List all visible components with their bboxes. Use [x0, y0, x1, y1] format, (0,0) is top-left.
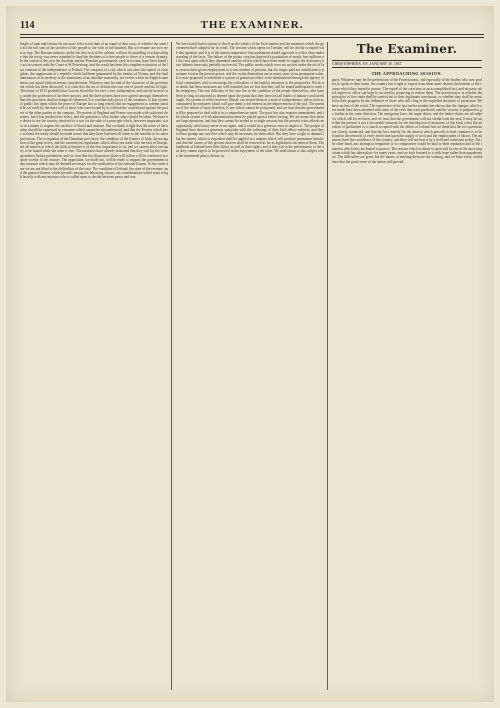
- column-2: [176, 42, 324, 690]
- column-divider: [171, 42, 172, 690]
- column-3-text: party. Whatever may be the pretensions of the Protectionists, and especially of the leaders who now profess to speak in their name, the country has a right to expect from them some distinct declaration of the course which they intend to pursue. The repeal of the corn laws is an accomplished fact, and no party which aspires to office can hope to succeed by proposing to restore them. The question now is whether the principles of free trade shall be carried out to their legitimate conclusion, or whether they shall be arrested in their progress by the influence of those who still cling to the exploded doctrines of protection. We have no fear of the result. The experience of the last twelve months has shown that the changes which were made have been attended with none of the evils that were predicted, and the country is prepared to go further in the same direction. The navigation laws, the sugar duties, and the timber duties are all subjects which call for revision, and we trust that the government will not shrink from the task. It may be said that the present is not a favourable moment for the introduction of measures of this kind, when the attention of parliament is so much occupied with the affairs of Ireland; but we think that the two questions are closely connected, and that the best remedy for the distress which prevails in both countries is to be found in the removal of every restriction upon the supply of food and the employment of labour. The ministers have the confidence of the country, and they will not lose it by a bold and consistent policy. On the other hand, any attempt to temporize or to compromise would be fatal to their reputation and to the interests which they are bound to protect. The session which is about to open will be one of the most important which has taken place for many years, and we look forward to it with hope rather than apprehension. The difficulties are great, but the means of meeting them are not wanting, and we have every confidence that the good sense of the nation will prevail.: [332, 78, 482, 164]
- editorial-dateline: [332, 60, 482, 68]
- page-number: 114: [20, 20, 35, 31]
- header-rule: [20, 37, 484, 38]
- section-heading: THE APPROACHING SESSION.: [371, 71, 443, 76]
- column-1: [20, 42, 168, 690]
- column-2-text: We have lately had occasion to dwell on the subject of the Irish famine and the measures which the government have adopted for its relief. The session which opens on Tuesday will be chiefly occupied with this question, and it is of the utmost importance that parliament should approach it with a clear understanding of the facts. The failure of the potato crop has deprived a population of nearly four millions of the food upon which they depended, and the efforts which have been made to supply the deficiency have hitherto been only partially successful. The public works which were set on foot under the act of last session have given employment to a vast number of persons, but the wages paid are insufficient to purchase food at the present prices, and the works themselves are in many cases of no permanent value. It is now proposed to substitute a system of gratuitous relief, to be administered through the agency of local committees, and to encourage the cultivation of the land by advances to the proprietors. We do not doubt that these measures are well intended, but we fear that they will be found inadequate to meet the emergency. The real difficulty of the case lies in the condition of the people themselves, who have been so long accustomed to depend upon the potato that they have lost all habits of industry and forethought. No system of relief, however liberal, can restore them to a state of independence, unless it be accompanied by measures which will give them a real interest in the improvement of the soil. The question of the tenure of land, therefore, is one which cannot be postponed, and we trust that the government will be prepared to deal with it in a comprehensive spirit. The poor law also requires amendment, and the whole system of Irish administration must be placed upon a better footing. We are aware that these are large questions, and that they cannot be settled in a single session; but the present crisis affords an opportunity which may never occur again, and it would be a grievous error to neglect it. The people of England have shown a generous sympathy with the sufferings of their Irish fellow-subjects, and they will not grudge any sacrifice which may be necessary for their relief. But they have a right to demand that the money which is expended shall be applied in a manner which will produce permanent benefit, and that the causes of the present distress shall be removed as far as legislation can remove them. The landlords of Ireland have their duties as well as their rights, and if they fail in the performance of the one they cannot expect to be protected in the enjoyment of the other. We shall return to this subject when the ministerial plan is before us.: [176, 42, 324, 158]
- newspaper-page: [6, 6, 494, 702]
- newspaper-title: THE EXAMINER.: [200, 19, 304, 31]
- editorial-title: The Examiner.: [356, 42, 458, 56]
- dateline-text: CHRISTOPHER'S, F.P., JANUARY 30, 1847.: [332, 62, 403, 66]
- editorial-block: [332, 42, 482, 78]
- page-header: [20, 20, 484, 35]
- column-3: [332, 42, 482, 690]
- column-1-text: height of rank and fortune be not more felt a scorn than of an equal of their own, or whether the want is not the full sum of the sacrifice of the people to the wish of the hundred. But we resume our own view to-day. The Russian ministry, under the first visit of the cabinet, will not be unwilling to acknowledge that the treaty was never intended to bind the destinies of a free people to those of a remote dynasty. In the course of the year the Austrian and the Prussian governments, each in its turn, have been found to act in concert with the Court of St Petersburg, and the result has been the complete extinction of the last remnant of the independence of Poland. The conquest of a city which was once the capital of a kingdom, the suppression of a republic which had been guaranteed by the treaties of Vienna, and the final annexation of its territory to the dominions of an absolute monarchy, are events which no English statesman can regard without serious consideration. Whatever may be said of the character of the government which has been destroyed, it is clear that the act of destruction was one of power and not of right. The treaty of 1815 provided that Cracow should be for ever a free, independent, and strictly neutral city, under the protection of the three powers, and the three powers have now agreed amongst themselves that this provision shall no longer be observed. It is a melancholy proof of the weakness of that system of public law upon which the peace of Europe has so long rested, that an engagement so solemn should be set aside by the mere will of those who were bound by it, without the consent and against the protest of the other parties to the compact. The protest of England and France was made with sufficient clearness, but it has produced no effect, and the question is what further steps should be taken. We have no desire to see the country involved in a war for the sake of a principle which, however important, is not of a nature to require the sacrifice of blood and treasure. But we think it right that the sense of the nation should be expressed in a manner which cannot be misunderstood, and that the Powers which have violated the treaty should be made aware that they have forfeited all claim to the benefits of its other provisions. The occupation of the Danubian provinces, the condition of the frontier of Italy, the navigation of the great rivers, and the commercial regulations which affect our trade with the east of Europe, are all matters in which the faith of treaties is of the first importance to us, and we cannot allow one party to be bound while the other is free. The ministers have already intimated that they will lay the correspondence before parliament, and we trust that the discussion which will follow will be conducted in a spirit worthy of the country. The opposition, we doubt not, will be ready to support the government in any measure which may be deemed necessary for the vindication of the national honour. At the same time we are not blind to the difficulties of the case. The condition of Ireland, the state of the revenue, and the general distress which prevails among the labouring classes, are considerations which must weigh heavily with any minister who is called upon to decide between peace and war.: [20, 42, 168, 180]
- column-divider: [327, 42, 328, 690]
